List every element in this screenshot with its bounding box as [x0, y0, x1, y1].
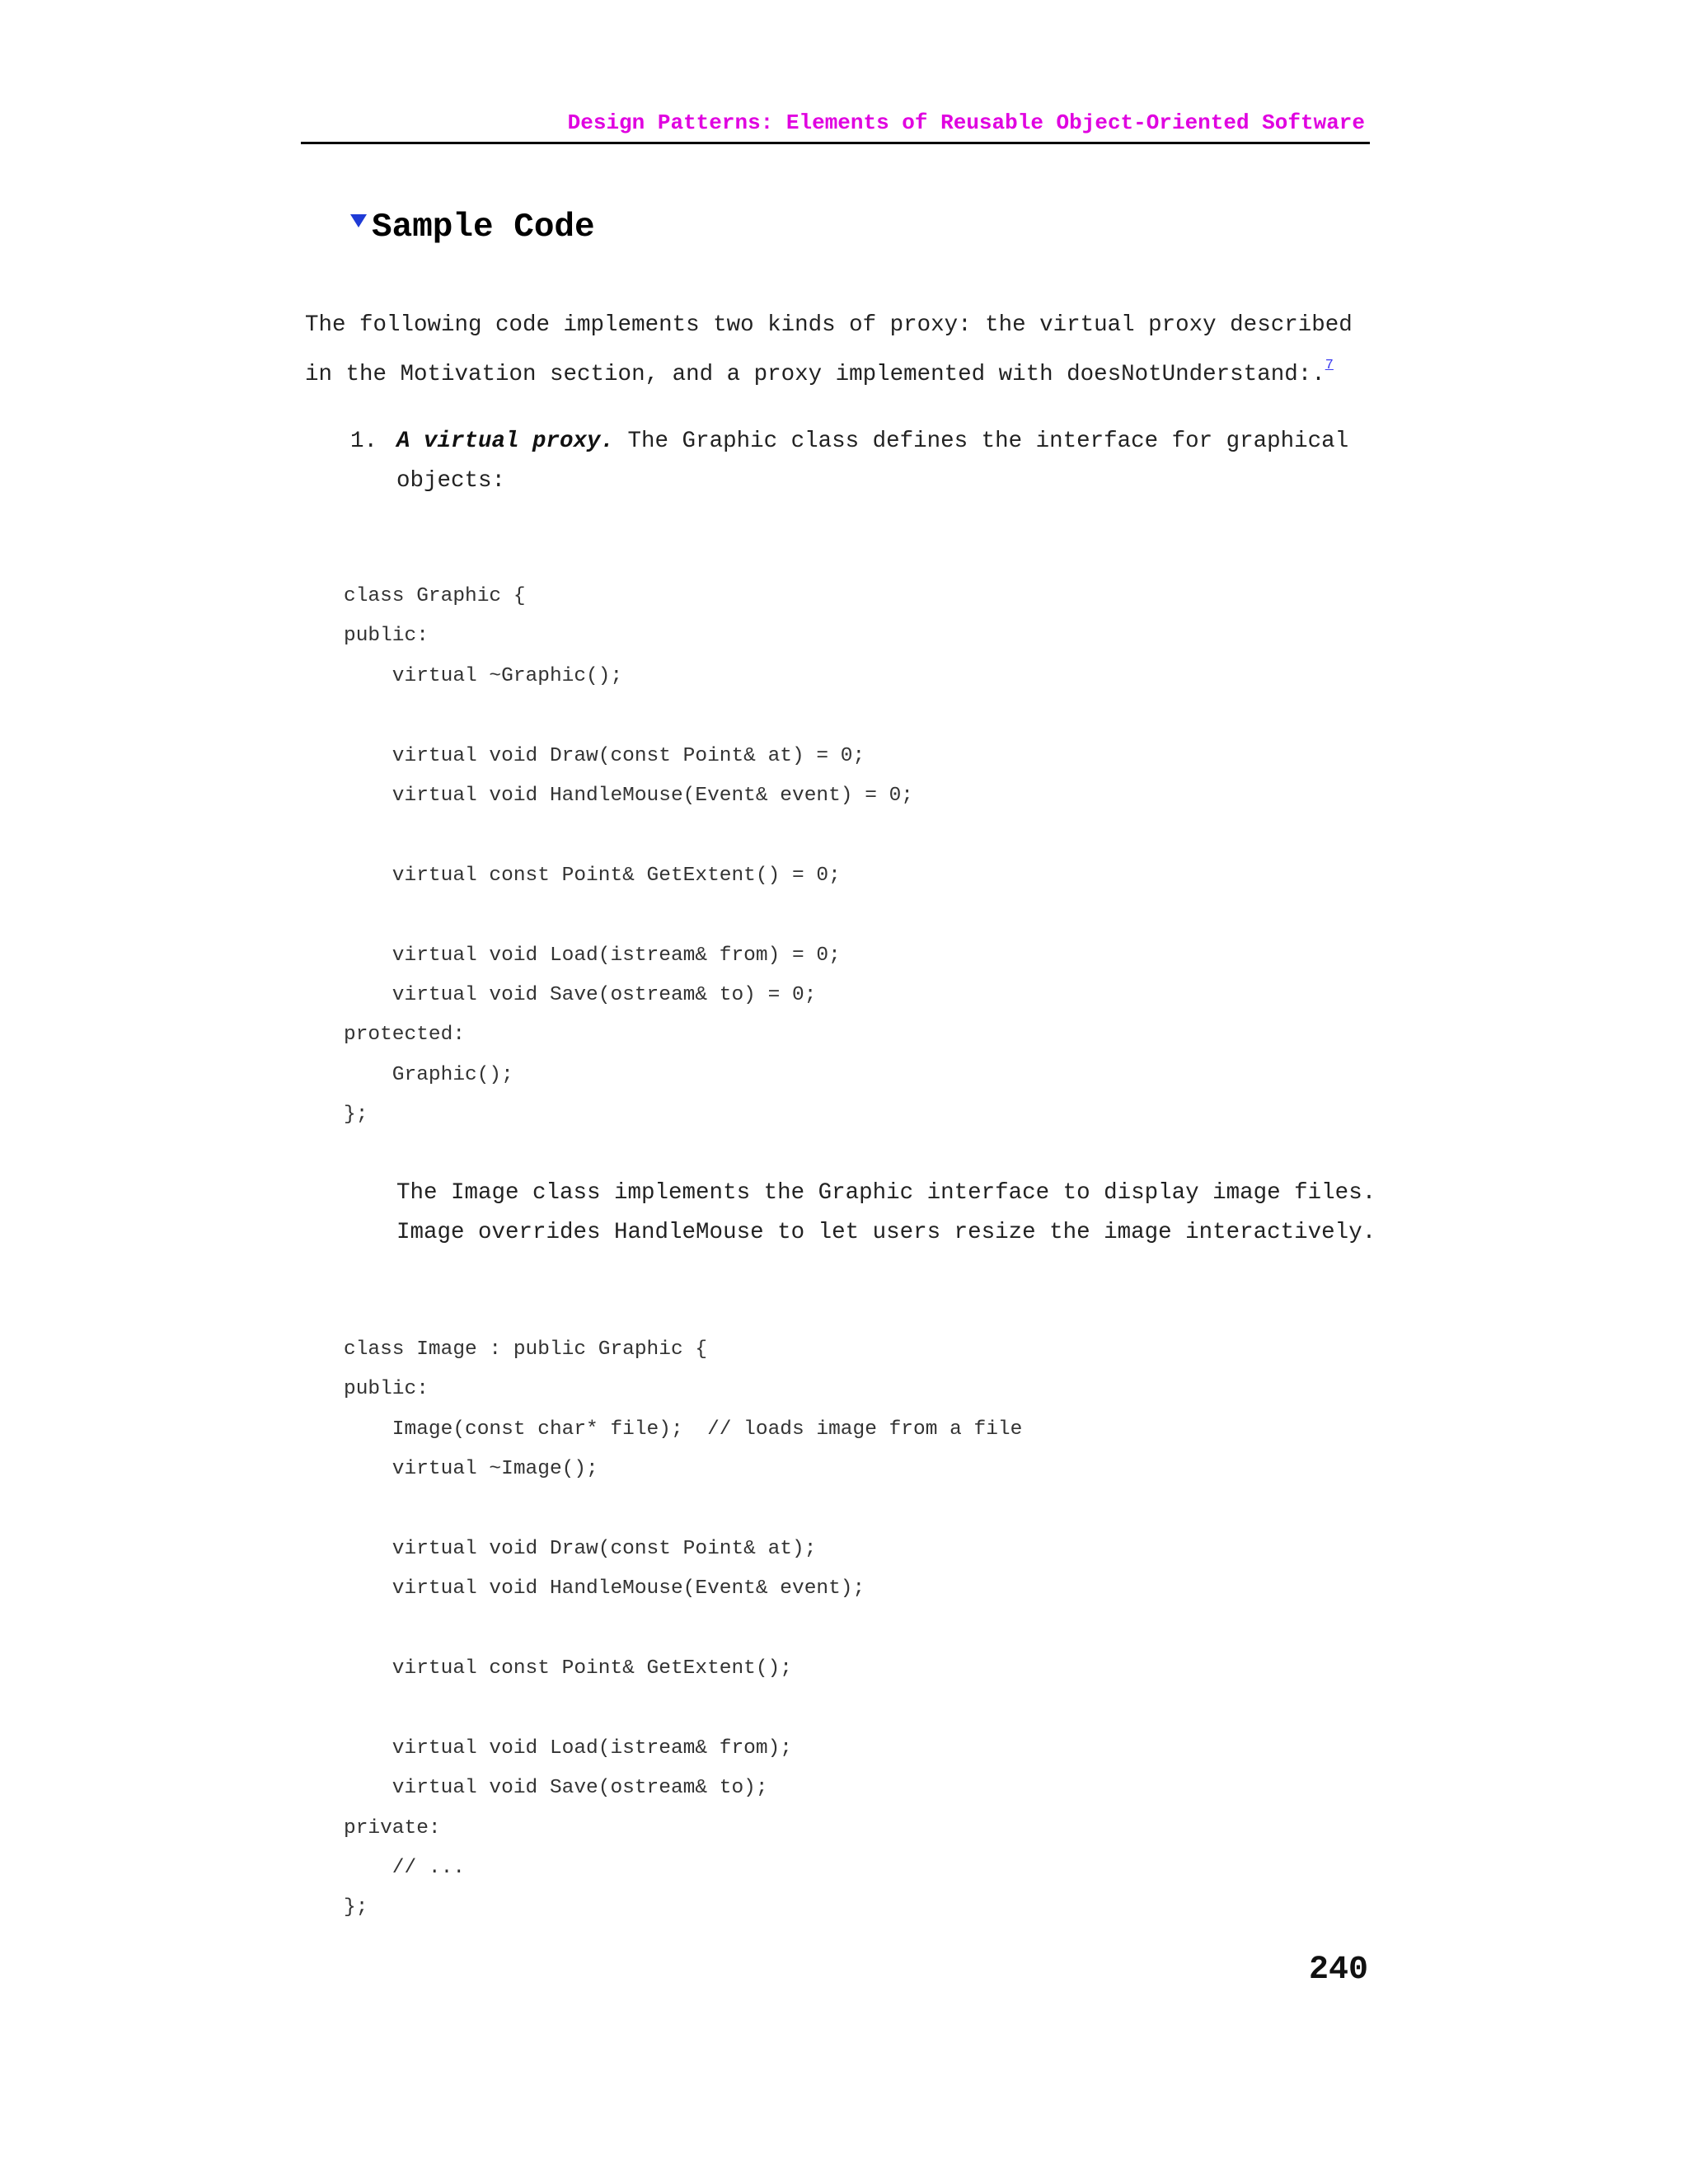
code-line: };: [344, 1896, 368, 1919]
code-line: virtual const Point& GetExtent();: [344, 1657, 792, 1680]
code-line: [344, 1490, 1022, 1530]
code-line: virtual void Save(ostream& to);: [344, 1777, 768, 1800]
intro-paragraph-line-1: The following code implements two kinds of proxy: the virtual proxy described: [305, 312, 1353, 338]
code-block-image: [344, 1330, 1022, 1929]
code-line: public:: [344, 625, 429, 648]
list-item-line-1: [396, 422, 1348, 462]
code-line: virtual void HandleMouse(Event& event);: [344, 1577, 865, 1601]
code-line: [344, 1690, 1022, 1729]
code-line: public:: [344, 1378, 429, 1401]
list-item-number: 1.: [350, 429, 378, 454]
code-line: // ...: [344, 1857, 466, 1880]
page-number: 240: [1308, 1952, 1368, 1989]
code-line: class Image : public Graphic {: [344, 1338, 708, 1361]
code-line: virtual void Save(ostream& to) = 0;: [344, 983, 817, 1006]
intro-paragraph-line-2: [305, 346, 1334, 396]
running-header: [301, 107, 1370, 144]
footnote-link[interactable]: 7: [1325, 358, 1334, 373]
code-line: [344, 696, 913, 736]
code-line: virtual ~Graphic();: [344, 664, 623, 687]
section-title: Sample Code: [372, 209, 595, 246]
section-heading: [350, 206, 595, 255]
code-line: class Graphic {: [344, 585, 526, 607]
code-line: virtual void HandleMouse(Event& event) = 0;: [344, 784, 914, 807]
code-line: Image(const char* file); // loads image from a file: [344, 1418, 1023, 1441]
code-line: private:: [344, 1816, 441, 1840]
code-line: Graphic();: [344, 1063, 513, 1086]
code-line: virtual void Load(istream& from);: [344, 1736, 792, 1760]
image-paragraph-line-2: Image overrides HandleMouse to let users resize the image interactively.: [396, 1220, 1376, 1245]
list-item-line-2: objects:: [396, 468, 506, 494]
code-line: protected:: [344, 1024, 466, 1047]
code-line: virtual void Load(istream& from) = 0;: [344, 944, 841, 967]
list-item-term: A virtual proxy.: [396, 429, 615, 454]
code-block-graphic: [344, 577, 913, 1135]
code-line: virtual ~Image();: [344, 1458, 598, 1481]
code-line: virtual void Draw(const Point& at) = 0;: [344, 744, 865, 767]
code-line: [344, 1610, 1022, 1649]
list-item-text: The Graphic class defines the interface for graphical: [614, 429, 1349, 454]
triangle-down-icon[interactable]: [350, 214, 367, 227]
running-title: Design Patterns: Elements of Reusable Object-Oriented Software: [567, 110, 1365, 135]
code-line: virtual void Draw(const Point& at);: [344, 1537, 817, 1560]
code-line: };: [344, 1104, 368, 1127]
code-line: virtual const Point& GetExtent() = 0;: [344, 864, 841, 887]
image-paragraph-line-1: The Image class implements the Graphic interface to display image files.: [396, 1180, 1376, 1206]
code-line: [344, 816, 913, 855]
intro-paragraph-text: in the Motivation section, and a proxy implemented with doesNotUnderstand:.: [305, 362, 1325, 387]
code-line: [344, 896, 913, 935]
